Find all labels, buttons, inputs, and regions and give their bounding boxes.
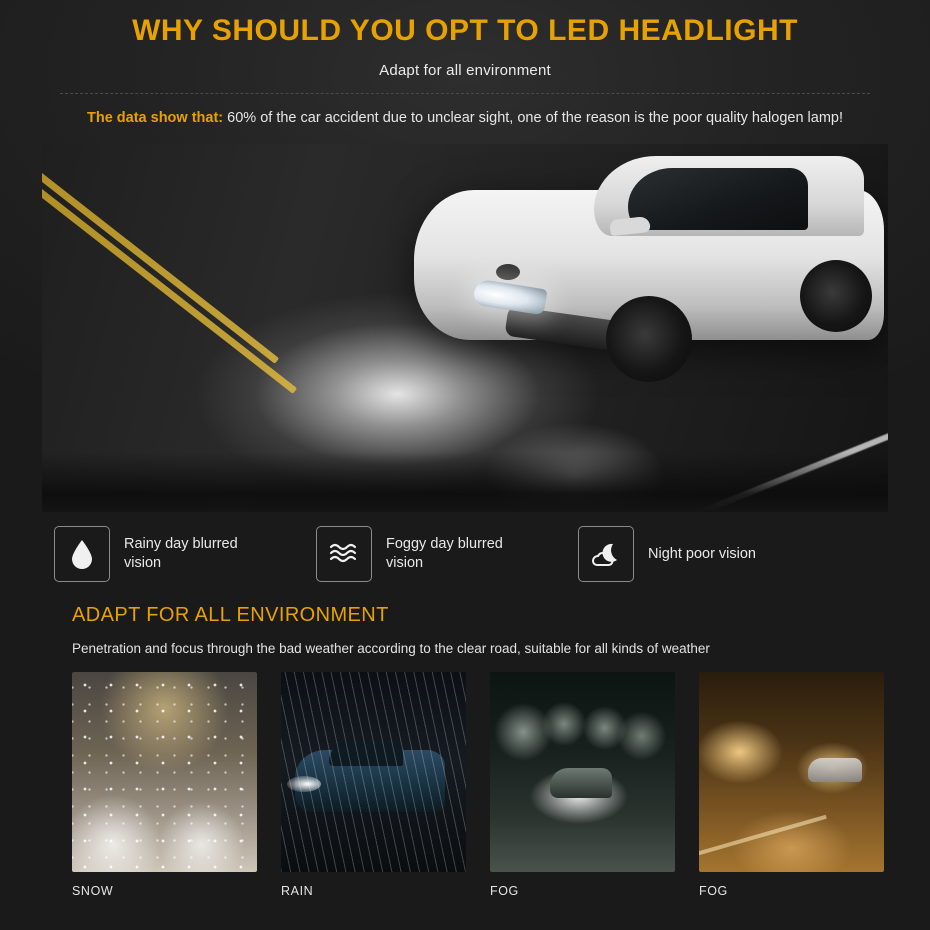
adapt-section — [0, 604, 930, 898]
data-statement-label: The data show that: — [86, 110, 224, 126]
fog-waves-icon — [316, 526, 372, 582]
water-drop-icon — [54, 526, 110, 582]
page-title: WHY SHOULD YOU OPT TO LED HEADLIGHT — [132, 14, 798, 47]
car-badge — [496, 264, 520, 280]
gallery-caption: FOG — [490, 884, 519, 898]
gallery-item-fog-highway — [699, 672, 884, 898]
feature-item-night — [578, 526, 830, 582]
image-bottom-fade — [42, 452, 888, 512]
feature-label: Night poor vision — [648, 545, 756, 562]
highway-car — [808, 758, 862, 782]
gallery-image-fog-highway — [699, 672, 884, 872]
hero-image — [42, 144, 888, 512]
gallery-caption: SNOW — [72, 884, 114, 898]
feature-label: Foggy day blurred vision — [386, 536, 503, 571]
data-statement-text: 60% of the car accident due to unclear sight, one of the reason is the poor quality halogen lamp! — [227, 110, 844, 126]
data-statement — [0, 110, 930, 126]
section-heading: ADAPT FOR ALL ENVIRONMENT — [72, 604, 389, 626]
section-description: Penetration and focus through the bad weather according to the clear road, suitable for all kinds of weather — [72, 641, 710, 656]
dashed-divider — [60, 93, 870, 94]
car-windshield — [628, 168, 808, 230]
gallery-caption: RAIN — [281, 884, 314, 898]
fog-car-body — [550, 768, 612, 798]
feature-item-rain — [54, 526, 306, 582]
gallery-image-fog — [490, 672, 675, 872]
feature-item-fog — [316, 526, 568, 582]
car-front-wheel — [606, 296, 692, 382]
weather-gallery — [72, 672, 930, 898]
sports-car — [414, 156, 884, 391]
snowflakes-overlay — [72, 672, 257, 872]
gallery-item-rain — [281, 672, 466, 898]
gallery-item-snow — [72, 672, 257, 898]
car-rear-wheel — [800, 260, 872, 332]
feature-label: Rainy day blurred vision — [124, 536, 238, 571]
gallery-caption: FOG — [699, 884, 728, 898]
rain-streaks-overlay — [281, 672, 466, 872]
page-subtitle: Adapt for all environment — [379, 62, 551, 79]
gallery-item-fog — [490, 672, 675, 898]
gallery-image-snow — [72, 672, 257, 872]
moon-cloud-icon — [578, 526, 634, 582]
feature-strip — [42, 512, 888, 590]
gallery-image-rain — [281, 672, 466, 872]
